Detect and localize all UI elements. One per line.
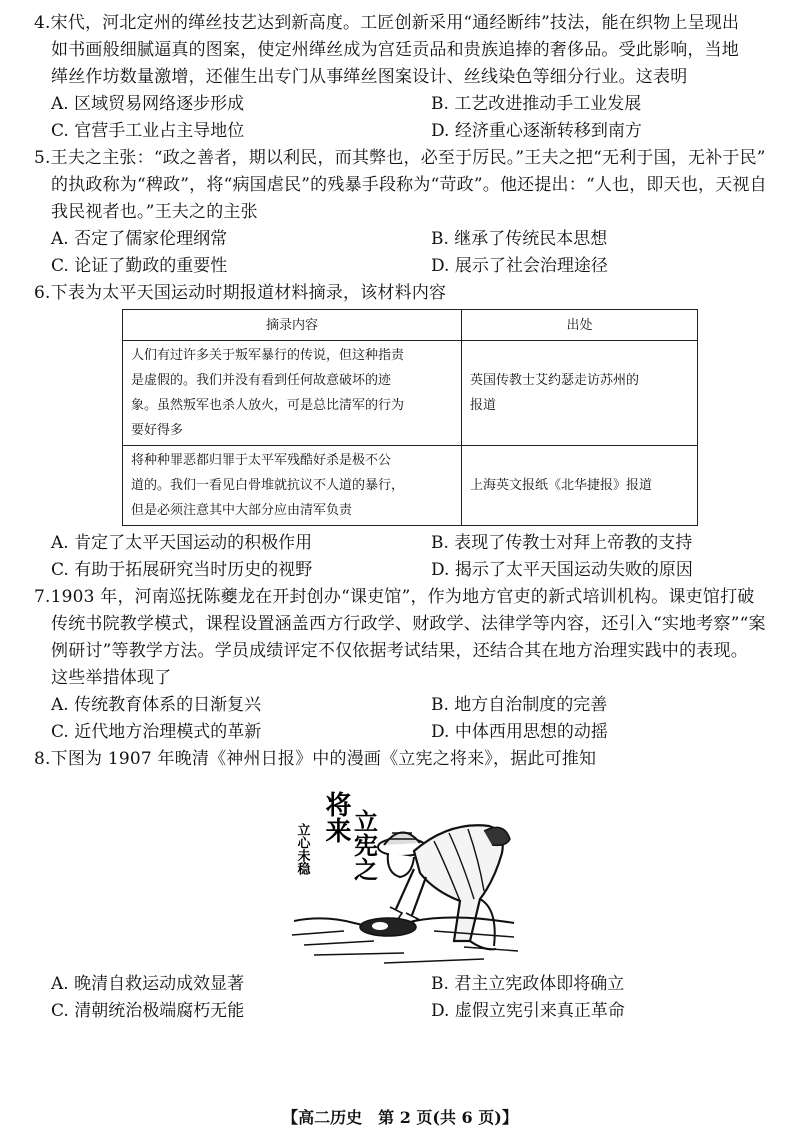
question-7-option-a: A. 传统教育体系的日渐复兴 [51,695,262,715]
question-7-option-d: D. 中体西用思想的动摇 [431,722,608,742]
question-7-options-row-2 [34,719,782,746]
question-4-option-b: B. 工艺改进推动手工业发展 [431,94,642,114]
question-8-stem: 8.下图为 1907 年晚清《神州日报》中的漫画《立宪之将来》，据此可推知 [34,749,597,769]
question-4 [34,10,782,145]
question-7-stem-line-2: 传统书院教学模式，课程设置涵盖西方行政学、财政学、法律学等内容，还引入“实地考察”“案 [51,614,766,634]
question-4-options-row-2 [34,118,782,145]
question-6-options-row-2 [34,557,782,584]
question-6-option-b: B. 表现了传教士对拜上帝教的支持 [431,533,693,553]
source-table [122,309,698,526]
table-cell-line: 要好得多 [131,423,184,438]
cartoon-illustration [284,781,522,971]
question-5-stem-line-2: 的执政称为“稗政”，将“病国虐民”的残暴手段称为“苛政”。他还提出：“人也，即天也，天视自 [51,175,767,195]
ground-hatching [292,931,518,963]
question-5-option-a: A. 否定了儒家伦理纲常 [51,229,228,249]
cartoon-title-right: 立宪之 [349,809,379,881]
question-8 [34,746,782,1025]
question-5-options-row-2 [34,253,782,280]
question-4-option-a: A. 区域贸易网络逐步形成 [51,94,245,114]
question-8-options-row-1 [34,971,782,998]
question-4-option-d: D. 经济重心逐渐转移到南方 [431,121,642,141]
question-8-options-row-2 [34,998,782,1025]
head [388,853,414,877]
reflection-highlight [372,922,388,930]
question-4-stem-line-3: 缂丝作坊数量激增，还催生出专门从事缂丝图案设计、丝线染色等细分行业。这表明 [51,67,688,87]
table-cell-line: 是虚假的。我们并没有看到任何故意破坏的迹 [131,373,392,388]
question-8-option-b: B. 君主立宪政体即将确立 [431,974,625,994]
table-cell-line: 上海英文报纸《北华捷报》报道 [470,478,653,493]
question-5-options-row-1 [34,226,782,253]
question-6-option-c: C. 有助于拓展研究当时历史的视野 [51,560,313,580]
question-7-options-row-1 [34,692,782,719]
table-cell-line: 英国传教士艾约瑟走访苏州的 [470,373,640,388]
question-8-option-d: D. 虚假立宪引来真正革命 [431,1001,625,1021]
question-7-stem-line-3: 例研讨”等教学方法。学员成绩评定不仅依据考试结果，还结合其在地方治理实践中的表现。 [51,641,748,661]
reflection [360,918,416,936]
cartoon-title-left: 将来 [321,791,351,843]
table-cell-line: 道的。我们一看见白骨堆就抗议不人道的暴行， [131,478,405,493]
question-6-option-a: A. 肯定了太平天国运动的积极作用 [51,533,313,553]
table-cell-line: 人们有过许多关于叛军暴行的传说，但这种指责 [131,348,405,363]
question-4-option-c: C. 官营手工业占主导地位 [51,121,245,141]
question-5-stem-line-1: 5.王夫之主张：“政之善者，期以利民，而其弊也，必至于厉民。”王夫之把“无利于国，无补于民” [34,148,766,168]
question-5-option-d: D. 展示了社会治理途径 [431,256,608,276]
table-cell-source [462,446,698,526]
table-cell-content [123,341,462,446]
table-cell-line: 报道 [470,398,497,413]
question-6 [34,280,782,584]
question-7-stem-line-4: 这些举措体现了 [51,668,172,688]
question-7-option-c: C. 近代地方治理模式的革新 [51,722,262,742]
table-cell-content [123,446,462,526]
page-footer: 【高二历史 第 2 页(共 6 页)】 [282,1108,518,1127]
question-6-option-d: D. 揭示了太平天国运动失败的原因 [431,560,693,580]
question-4-stem-line-2: 如书画般细腻逼真的图案，使定州缂丝成为宫廷贡品和贵族追捧的奢侈品。受此影响，当地 [51,40,739,60]
exam-page [34,10,782,1025]
table-cell-line: 但是必须注意其中大部分应由清军负责 [131,503,353,518]
question-7-stem-line-1: 7.1903 年，河南巡抚陈夔龙在开封创办“课吏馆”，作为地方官吏的新式培训机构。课吏馆打破 [34,587,755,607]
cartoon-figure [284,781,522,971]
figure-body [414,825,503,941]
question-8-option-a: A. 晚清自救运动成效显著 [51,974,245,994]
source-table-header [123,310,698,341]
cartoon-side-label: 立心未稳 [294,823,310,875]
table-row [123,446,698,526]
table-cell-source [462,341,698,446]
table-row [123,341,698,446]
question-6-options-row-1 [34,530,782,557]
question-5-option-c: C. 论证了勤政的重要性 [51,256,228,276]
question-5-option-b: B. 继承了传统民本思想 [431,229,608,249]
question-4-stem-line-1: 4.宋代，河北定州的缂丝技艺达到新高度。工匠创新采用“通经断纬”技法，能在织物上呈现出 [34,13,740,33]
source-table-header-source: 出处 [462,310,698,341]
question-5-stem-line-3: 我民视者也。”王夫之的主张 [51,202,258,222]
question-7-option-b: B. 地方自治制度的完善 [431,695,608,715]
question-4-options-row-1 [34,91,782,118]
source-table-header-content: 摘录内容 [123,310,462,341]
table-cell-line: 将种种罪恶都归罪于太平军残酷好杀是极不公 [131,453,392,468]
question-5 [34,145,782,280]
question-6-stem: 6.下表为太平天国运动时期报道材料摘录，该材料内容 [34,283,447,303]
table-cell-line: 象。虽然叛军也杀人放火，可是总比清军的行为 [131,398,405,413]
question-7 [34,584,782,746]
question-8-option-c: C. 清朝统治极端腐朽无能 [51,1001,245,1021]
